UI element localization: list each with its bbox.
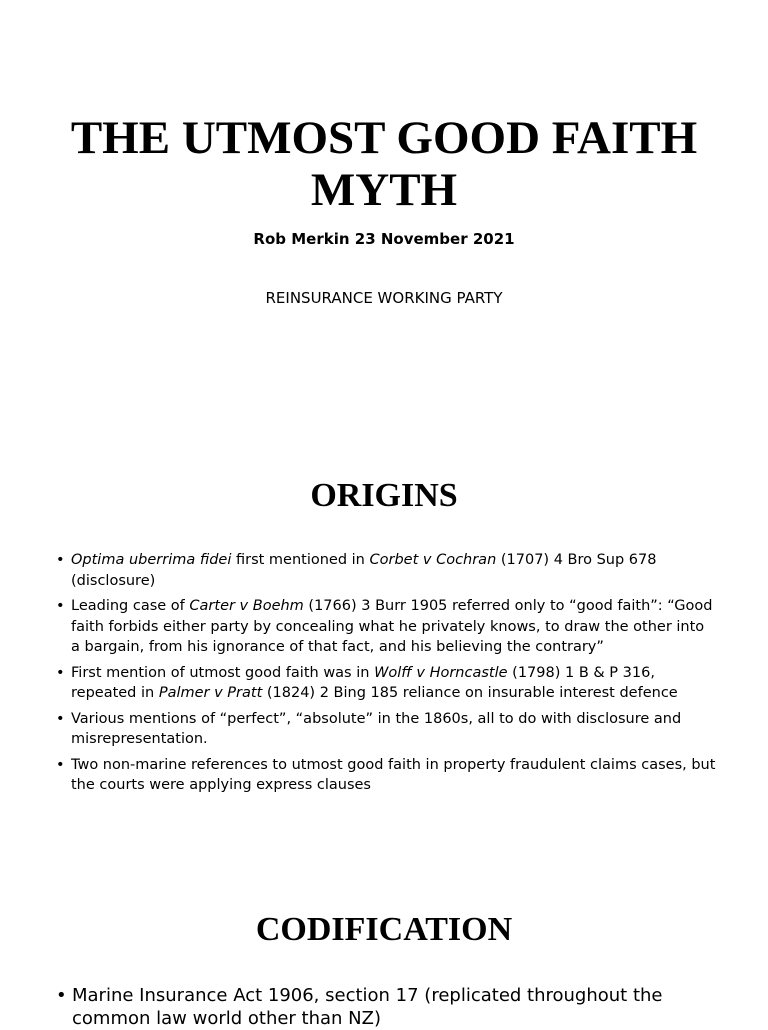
bullet-icon: • (56, 598, 65, 614)
bullet-text: first mentioned in (231, 552, 370, 568)
presentation-title: THE UTMOST GOOD FAITH MYTH (70, 112, 698, 216)
list-item (56, 755, 716, 796)
bullet-icon: • (56, 552, 65, 568)
case-citation-name: Palmer v Pratt (158, 685, 263, 701)
bullet-text: Two non-marine references to utmost good faith in property fraudulent claims cases, but the courts were applying express clauses (71, 756, 716, 793)
case-citation-name: Wolff v Horncastle (374, 664, 508, 681)
bullet-text: (1798) 1 B & P 316, repeated in (71, 664, 655, 701)
list-item (56, 709, 716, 750)
author-date-line: Rob Merkin 23 November 2021 (253, 230, 515, 248)
case-citation-name: Carter v Boehm (189, 598, 304, 614)
working-party-name: REINSURANCE WORKING PARTY (265, 289, 503, 307)
list-item (56, 596, 716, 658)
bullet-text: Marine Insurance Act 1906, section 17 (replicated throughout the common law world other than NZ) (72, 985, 663, 1029)
origins-title: ORIGINS (310, 477, 458, 514)
list-item (56, 550, 716, 591)
codification-slide (0, 870, 768, 1029)
codification-bullet-list (56, 984, 716, 1030)
case-citation-name: Corbet v Cochran (369, 552, 497, 568)
bullet-icon: • (56, 664, 65, 681)
bullet-text: (1766) 3 Burr 1905 referred only to “good faith”: “Good faith forbids either party by concealing what he privately knows, to draw the other into a bargain, from his ignorance of that fact, and his believing the contrary” (71, 598, 713, 655)
bullet-text: Various mentions of “perfect”, “absolute” in the 1860s, all to do with disclosure and misrepresentation. (71, 710, 682, 747)
case-citation-name: Optima uberrima fidei (71, 552, 232, 568)
bullet-text: (1707) 4 Bro Sup 678 (disclosure) (71, 552, 657, 589)
bullet-icon: • (56, 756, 65, 773)
title-slide (0, 0, 768, 440)
codification-title: CODIFICATION (255, 911, 513, 948)
bullet-icon: • (56, 985, 67, 1006)
bullet-text: Leading case of (71, 598, 190, 614)
list-item (56, 663, 716, 704)
bullet-text: First mention of utmost good faith was in (71, 664, 375, 681)
list-item (56, 984, 716, 1030)
bullet-icon: • (56, 710, 65, 727)
origins-bullet-list (56, 550, 716, 796)
bullet-text: (1824) 2 Bing 185 reliance on insurable interest defence (262, 685, 678, 701)
origins-slide (0, 440, 768, 870)
